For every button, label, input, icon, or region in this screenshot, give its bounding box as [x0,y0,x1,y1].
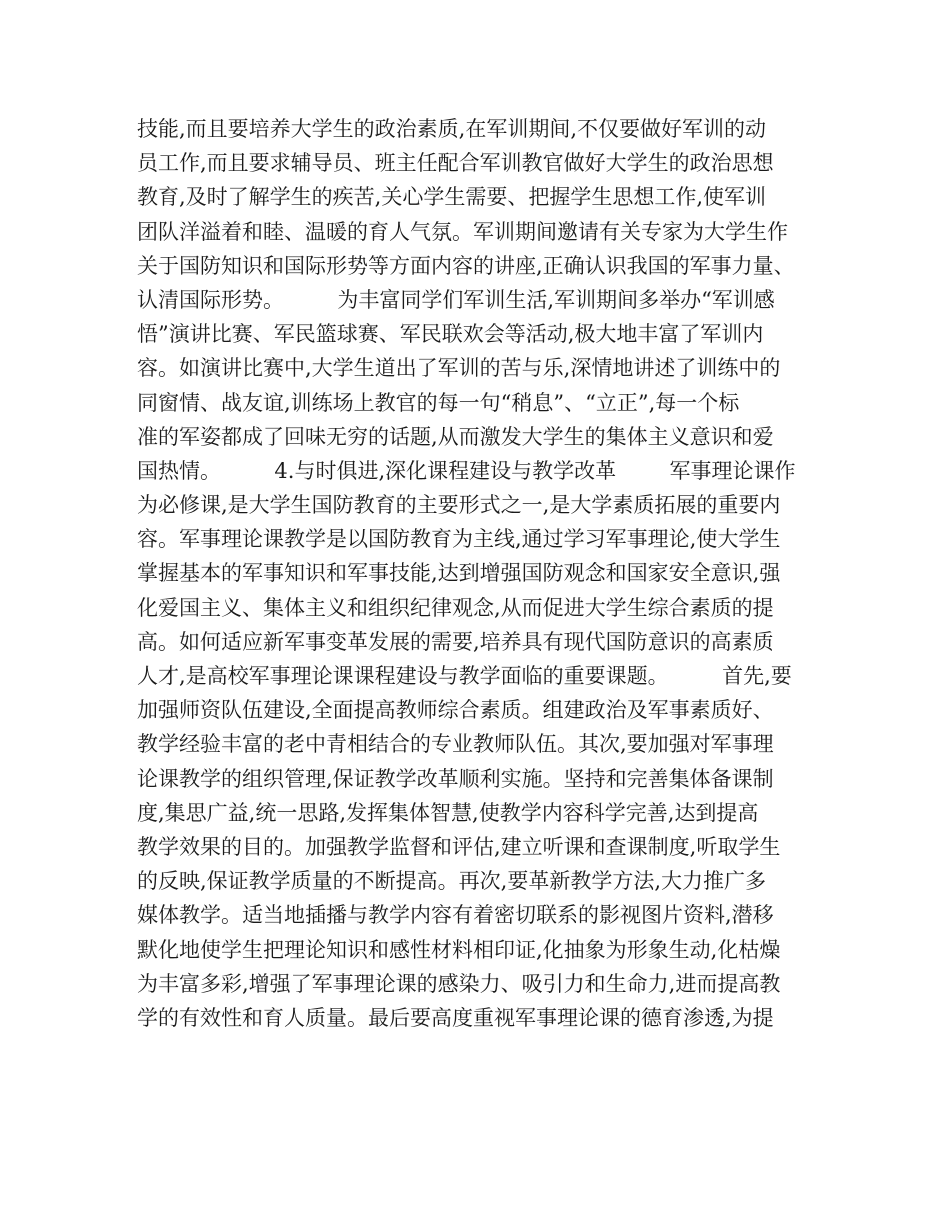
text-line: 准的军姿都成了回味无穷的话题,从而激发大学生的集体主义意识和爱 [137,424,774,449]
text-line: 加强师资队伍建设,全面提高教师综合素质。组建政治及军事素质好、 [137,698,774,723]
text-line: 团队洋溢着和睦、温暖的育人气氛。军训期间邀请有关专家为大学生作 [137,219,788,244]
text-line: 容。军事理论课教学是以国防教育为主线,通过学习军事理论,使大学生 [137,527,781,552]
text-line: 学的有效性和育人质量。最后要高度重视军事理论课的德育渗透,为提 [137,1005,774,1030]
text-line: 为丰富多彩,增强了军事理论课的感染力、吸引力和生命力,进而提高教 [137,971,781,996]
text-line: 技能,而且要培养大学生的政治素质,在军训期间,不仅要做好军训的动 [137,117,767,141]
text-line: 员工作,而且要求辅导员、班主任配合军训教官做好大学生的政治思想 [137,151,774,176]
text-line: 掌握基本的军事知识和军事技能,达到增强国防观念和国家安全意识,强 [137,561,781,586]
text-line: 默化地使学生把理论知识和感性材料相印证,化抽象为形象生动,化枯燥 [137,937,781,962]
text-line: 化爱国主义、集体主义和组织纪律观念,从而促进大学生综合素质的提 [137,595,774,620]
text-line: 关于国防知识和国际形势等方面内容的讲座,正确认识我国的军事力量、 [137,253,795,278]
text-line: 的反映,保证教学质量的不断提高。再次,要革新教学方法,大力推广多 [137,869,767,894]
text-line: 国热情。 4.与时俱进,深化课程建设与教学改革 军事理论课作 [137,458,796,483]
text-line: 同窗情、战友谊,训练场上教官的每一句“稍息”、“立正”,每一个标 [137,390,740,415]
text-line: 教学效果的目的。加强教学监督和评估,建立听课和查课制度,听取学生 [137,834,781,859]
text-line: 容。如演讲比赛中,大学生道出了军训的苦与乐,深情地讲述了训练中的 [137,356,781,381]
text-line: 教育,及时了解学生的疾苦,关心学生需要、把握学生思想工作,使军训 [137,185,767,210]
text-line: 认清国际形势。 为丰富同学们军训生活,军训期间多举办“军训感 [137,287,775,312]
text-line: 人才,是高校军事理论课课程建设与教学面临的重要课题。 首先,要 [137,664,792,688]
text-line: 教学经验丰富的老中青相结合的专业教师队伍。其次,要加强对军事理 [137,732,774,757]
text-line: 悟”演讲比赛、军民篮球赛、军民联欢会等活动,极大地丰富了军训内 [137,322,764,347]
text-line: 媒体教学。适当地插播与教学内容有着密切联系的影视图片资料,潜移 [137,903,774,928]
text-line: 高。如何适应新军事变革发展的需要,培养具有现代国防意识的高素质 [137,629,774,654]
text-line: 论课教学的组织管理,保证教学改革顺利实施。坚持和完善集体备课制 [137,766,774,791]
text-line: 度,集思广益,统一思路,发挥集体智慧,使教学内容科学完善,达到提高 [137,800,759,825]
body-text [137,112,817,1035]
text-line: 为必修课,是大学生国防教育的主要形式之一,是大学素质拓展的重要内 [137,493,781,518]
